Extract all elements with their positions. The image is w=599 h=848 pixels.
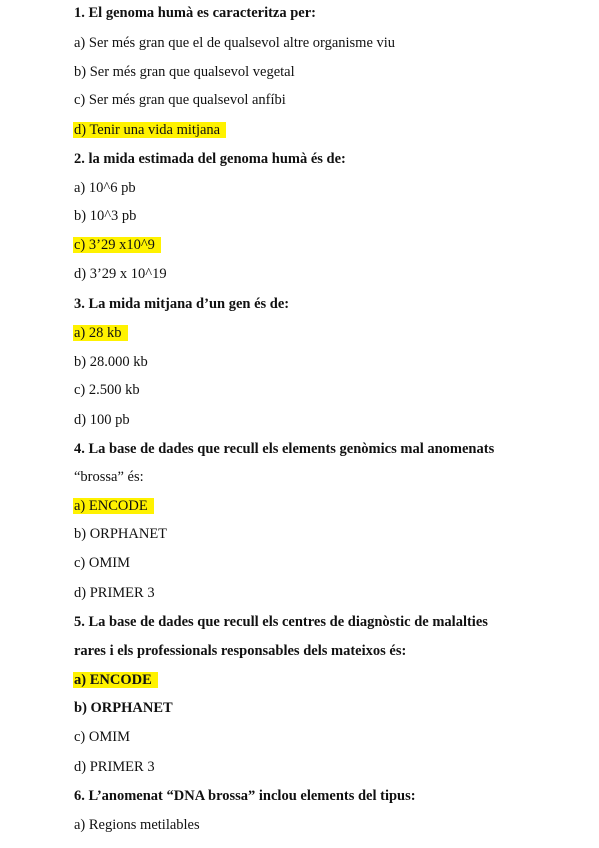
answer-q3a xyxy=(74,323,128,343)
line-text: b) 28.000 kb xyxy=(74,354,148,370)
line-text: a) Regions metilables xyxy=(74,817,200,833)
highlighted-line-text: d) Tenir una vida mitjana xyxy=(73,122,226,138)
answer-q3c xyxy=(74,380,140,400)
highlighted-line-text: a) ENCODE xyxy=(73,498,154,514)
line-text: d) 3’29 x 10^19 xyxy=(74,266,167,282)
answer-q2a xyxy=(74,178,136,198)
question-q1 xyxy=(74,3,316,23)
line-text: b) Ser més gran que qualsevol vegetal xyxy=(74,64,295,80)
question-q5 xyxy=(74,612,488,632)
line-text: c) Ser més gran que qualsevol anfíbi xyxy=(74,92,286,108)
line-text: 5. La base de dades que recull els centres de diagnòstic de malalties xyxy=(74,614,488,630)
line-text: d) 100 pb xyxy=(74,412,130,428)
line-text: c) OMIM xyxy=(74,729,130,745)
answer-q5c xyxy=(74,727,130,747)
question-q3 xyxy=(74,294,289,314)
question-q6 xyxy=(74,786,416,806)
answer-q5d xyxy=(74,757,155,777)
question-q2 xyxy=(74,149,346,169)
answer-q3b xyxy=(74,352,148,372)
question-q5cont xyxy=(74,641,406,661)
answer-q4c xyxy=(74,553,130,573)
answer-q4a xyxy=(74,496,154,516)
line-text: 2. la mida estimada del genoma humà és de: xyxy=(74,151,346,167)
question-q4 xyxy=(74,439,494,459)
line-text: a) 10^6 pb xyxy=(74,180,136,196)
line-text: 4. La base de dades que recull els elements genòmics mal anomenats xyxy=(74,441,495,457)
answer-q4cont xyxy=(74,467,144,487)
line-text: 6. L’anomenat “DNA brossa” inclou elements del tipus: xyxy=(74,788,416,804)
line-text: c) 2.500 kb xyxy=(74,382,140,398)
line-text: a) Ser més gran que el de qualsevol altre organisme viu xyxy=(74,35,396,51)
answer-q5b xyxy=(74,698,173,718)
line-text: d) PRIMER 3 xyxy=(74,585,155,601)
line-text: d) PRIMER 3 xyxy=(74,759,155,775)
line-text: b) 10^3 pb xyxy=(74,208,137,224)
highlighted-line-text: a) ENCODE xyxy=(73,672,158,688)
line-text: b) ORPHANET xyxy=(74,526,168,542)
answer-q1c xyxy=(74,90,286,110)
answer-q2d xyxy=(74,264,167,284)
answer-q3d xyxy=(74,410,130,430)
answer-q1b xyxy=(74,62,295,82)
answer-q4d xyxy=(74,583,155,603)
answer-q1a xyxy=(74,33,395,53)
answer-q2b xyxy=(74,206,136,226)
line-text: 1. El genoma humà es caracteritza per: xyxy=(74,5,317,21)
answer-q2c xyxy=(74,235,161,255)
line-text: c) OMIM xyxy=(74,555,130,571)
line-text: rares i els professionals responsables dels mateixos és: xyxy=(74,643,407,659)
highlighted-line-text: c) 3’29 x10^9 xyxy=(73,237,161,253)
line-text: 3. La mida mitjana d’un gen és de: xyxy=(74,296,290,312)
answer-q6a xyxy=(74,815,200,835)
highlighted-line-text: a) 28 kb xyxy=(73,325,128,341)
answer-q4b xyxy=(74,524,167,544)
line-text: b) ORPHANET xyxy=(74,700,173,716)
answer-q1d xyxy=(74,120,226,140)
answer-q5a xyxy=(74,670,158,690)
line-text: “brossa” és: xyxy=(74,469,144,485)
